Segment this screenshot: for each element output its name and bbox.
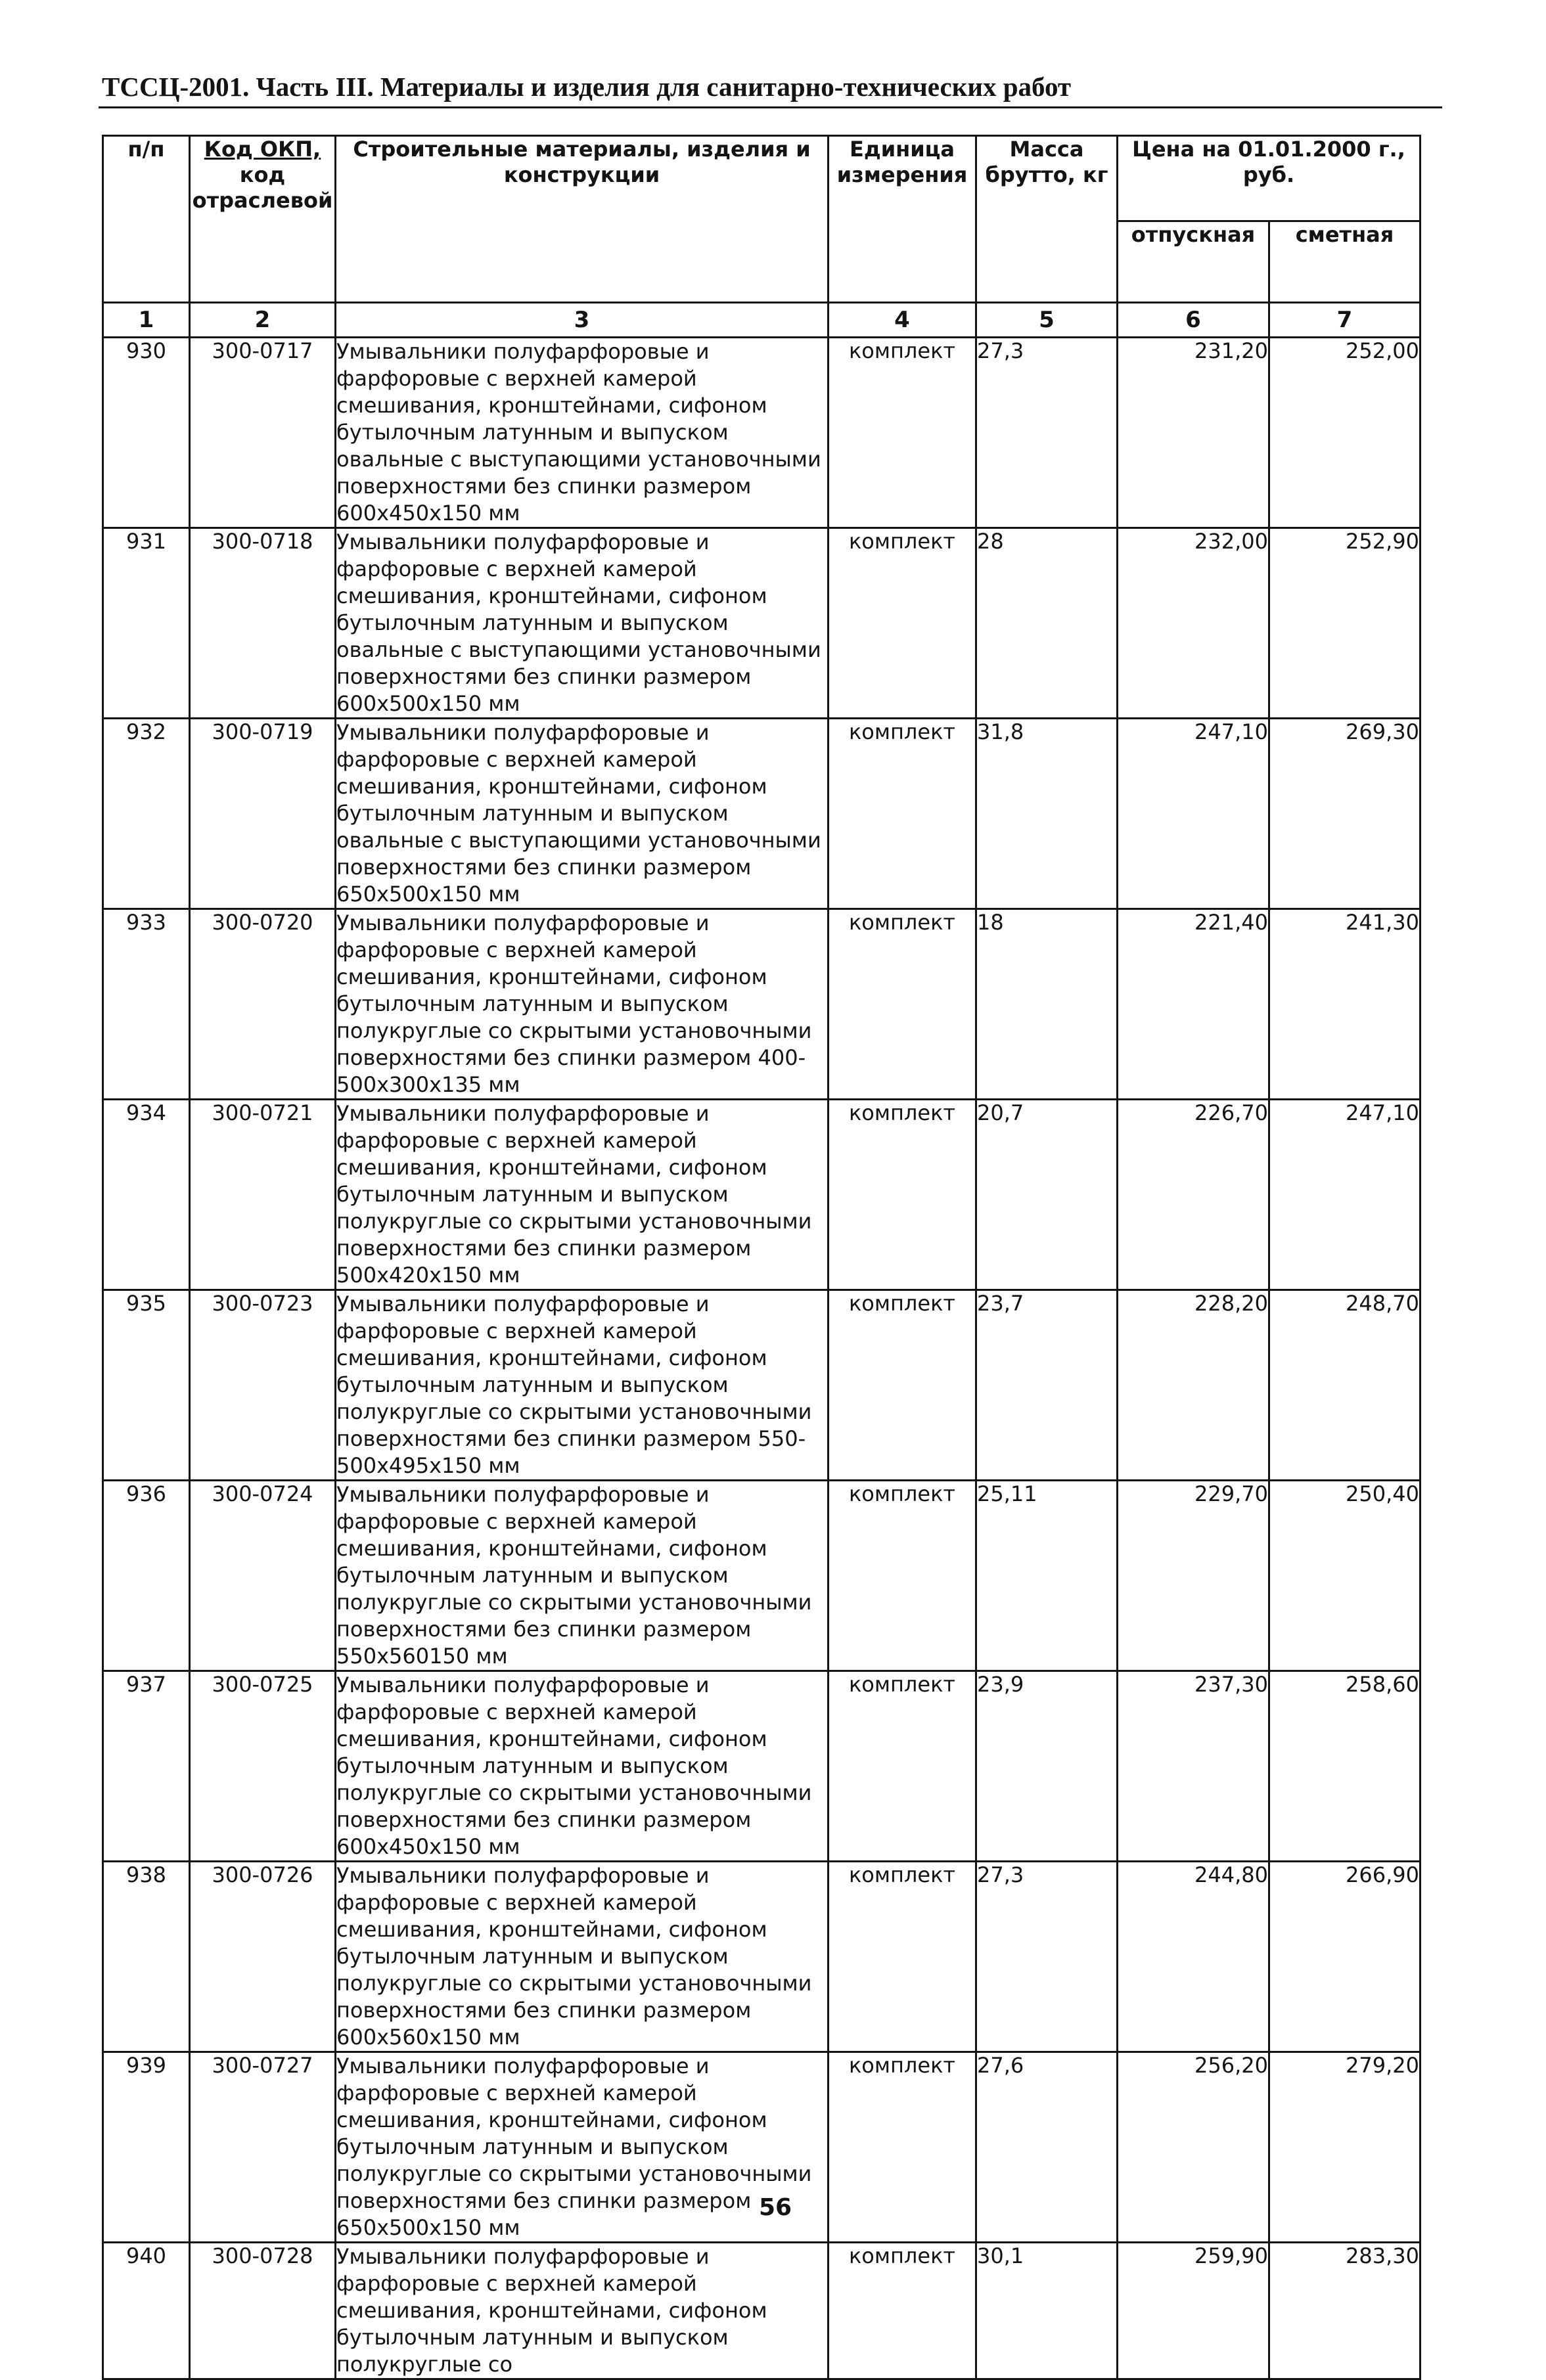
row-unit: комплект (829, 1671, 976, 1862)
row-code: 300-0718 (190, 528, 336, 719)
row-unit: комплект (829, 1100, 976, 1290)
row-number: 939 (103, 2052, 190, 2243)
row-code: 300-0723 (190, 1290, 336, 1481)
row-mass: 27,3 (976, 338, 1118, 528)
table-row (103, 909, 1421, 1100)
row-number: 931 (103, 528, 190, 719)
row-unit: комплект (829, 909, 976, 1100)
row-description: Умывальники полуфарфоровые и фарфоровые с верхней камерой смешивания, кронштейнами, сифоном бутылочным латунным и выпуском полукруглые со (336, 2243, 829, 2379)
row-estimate-price: 247,10 (1269, 1100, 1421, 1290)
row-description: Умывальники полуфарфоровые и фарфоровые с верхней камерой смешивания, кронштейнами, сифоном бутылочным латунным и выпуском овальные с выступающими установочными поверхностями без спинки размером 650х500х150 мм (336, 719, 829, 909)
row-number: 935 (103, 1290, 190, 1481)
table-row (103, 528, 1421, 719)
row-mass: 27,6 (976, 2052, 1118, 2243)
header-cell-release-price: отпускная (1118, 221, 1269, 303)
row-estimate-price: 250,40 (1269, 1481, 1421, 1671)
row-mass: 28 (976, 528, 1118, 719)
header-cell-estimate-price: сметная (1269, 221, 1421, 303)
table-row (103, 338, 1421, 528)
header-cell-name: Строительные материалы, изделия и конструкции (336, 136, 829, 303)
row-mass: 30,1 (976, 2243, 1118, 2379)
row-estimate-price: 252,90 (1269, 528, 1421, 719)
row-number: 940 (103, 2243, 190, 2379)
row-code: 300-0719 (190, 719, 336, 909)
table-row (103, 2243, 1421, 2379)
page-number: 56 (758, 2194, 792, 2221)
row-number: 933 (103, 909, 190, 1100)
table-body (103, 338, 1421, 2379)
table-row (103, 719, 1421, 909)
row-code: 300-0728 (190, 2243, 336, 2379)
row-description: Умывальники полуфарфоровые и фарфоровые с верхней камерой смешивания, кронштейнами, сифоном бутылочным латунным и выпуском овальные с выступающими установочными поверхностями без спинки размером 600х500х150 мм (336, 528, 829, 719)
row-estimate-price: 252,00 (1269, 338, 1421, 528)
row-release-price: 237,30 (1118, 1671, 1269, 1862)
row-code: 300-0721 (190, 1100, 336, 1290)
row-estimate-price: 258,60 (1269, 1671, 1421, 1862)
row-release-price: 228,20 (1118, 1290, 1269, 1481)
row-estimate-price: 279,20 (1269, 2052, 1421, 2243)
row-mass: 20,7 (976, 1100, 1118, 1290)
row-description: Умывальники полуфарфоровые и фарфоровые с верхней камерой смешивания, кронштейнами, сифоном бутылочным латунным и выпуском полукруглые со скрытыми установочными поверхностями без спинки размером 550-500х495х150 мм (336, 1290, 829, 1481)
table-row (103, 1290, 1421, 1481)
table-row (103, 1862, 1421, 2052)
header-cell-number: п/п (103, 136, 190, 303)
row-mass: 23,7 (976, 1290, 1118, 1481)
column-number: 3 (336, 303, 829, 338)
row-estimate-price: 248,70 (1269, 1290, 1421, 1481)
row-unit: комплект (829, 2052, 976, 2243)
row-release-price: 256,20 (1118, 2052, 1269, 2243)
column-number: 1 (103, 303, 190, 338)
row-release-price: 232,00 (1118, 528, 1269, 719)
row-mass: 23,9 (976, 1671, 1118, 1862)
price-table (102, 135, 1421, 2380)
row-unit: комплект (829, 528, 976, 719)
row-release-price: 229,70 (1118, 1481, 1269, 1671)
column-number: 4 (829, 303, 976, 338)
row-description: Умывальники полуфарфоровые и фарфоровые с верхней камерой смешивания, кронштейнами, сифоном бутылочным латунным и выпуском полукруглые со скрытыми установочными поверхностями без спинки размером 550х560150 мм (336, 1481, 829, 1671)
row-mass: 31,8 (976, 719, 1118, 909)
table-header (103, 136, 1421, 338)
row-unit: комплект (829, 1862, 976, 2052)
row-unit: комплект (829, 719, 976, 909)
column-number-row (103, 303, 1421, 338)
table-row (103, 1100, 1421, 1290)
row-description: Умывальники полуфарфоровые и фарфоровые с верхней камерой смешивания, кронштейнами, сифоном бутылочным латунным и выпуском овальные с выступающими установочными поверхностями без спинки размером 600х450х150 мм (336, 338, 829, 528)
header-divider (99, 106, 1442, 108)
row-estimate-price: 269,30 (1269, 719, 1421, 909)
table-row (103, 1671, 1421, 1862)
row-release-price: 221,40 (1118, 909, 1269, 1100)
column-number: 5 (976, 303, 1118, 338)
row-code: 300-0726 (190, 1862, 336, 2052)
row-number: 938 (103, 1862, 190, 2052)
row-estimate-price: 283,30 (1269, 2243, 1421, 2379)
row-unit: комплект (829, 338, 976, 528)
header-cell-price: Цена на 01.01.2000 г., руб. (1118, 136, 1421, 221)
row-description: Умывальники полуфарфоровые и фарфоровые с верхней камерой смешивания, кронштейнами, сифоном бутылочным латунным и выпуском полукруглые со скрытыми установочными поверхностями без спинки размером 600х450х150 мм (336, 1671, 829, 1862)
row-code: 300-0727 (190, 2052, 336, 2243)
row-description: Умывальники полуфарфоровые и фарфоровые с верхней камерой смешивания, кронштейнами, сифоном бутылочным латунным и выпуском полукруглые со скрытыми установочными поверхностями без спинки размером 400-500х300х135 мм (336, 909, 829, 1100)
row-number: 937 (103, 1671, 190, 1862)
row-description: Умывальники полуфарфоровые и фарфоровые с верхней камерой смешивания, кронштейнами, сифоном бутылочным латунным и выпуском полукруглые со скрытыми установочными поверхностями без спинки размером 650х500х150 мм (336, 2052, 829, 2243)
row-number: 936 (103, 1481, 190, 1671)
row-number: 934 (103, 1100, 190, 1290)
row-description: Умывальники полуфарфоровые и фарфоровые с верхней камерой смешивания, кронштейнами, сифоном бутылочным латунным и выпуском полукруглые со скрытыми установочными поверхностями без спинки размером 500х420х150 мм (336, 1100, 829, 1290)
header-cell-mass: Масса брутто, кг (976, 136, 1118, 303)
row-unit: комплект (829, 1481, 976, 1671)
row-mass: 18 (976, 909, 1118, 1100)
table-row (103, 1481, 1421, 1671)
row-code: 300-0717 (190, 338, 336, 528)
row-estimate-price: 266,90 (1269, 1862, 1421, 2052)
row-release-price: 247,10 (1118, 719, 1269, 909)
row-unit: комплект (829, 1290, 976, 1481)
header-cell-code (190, 136, 336, 303)
row-mass: 27,3 (976, 1862, 1118, 2052)
row-code: 300-0720 (190, 909, 336, 1100)
row-release-price: 231,20 (1118, 338, 1269, 528)
row-number: 932 (103, 719, 190, 909)
row-description: Умывальники полуфарфоровые и фарфоровые с верхней камерой смешивания, кронштейнами, сифоном бутылочным латунным и выпуском полукруглые со скрытыми установочными поверхностями без спинки размером 600х560х150 мм (336, 1862, 829, 2052)
row-code: 300-0724 (190, 1481, 336, 1671)
row-number: 930 (103, 338, 190, 528)
column-number: 2 (190, 303, 336, 338)
row-unit: комплект (829, 2243, 976, 2379)
header-code-okp: Код ОКП, (204, 137, 321, 162)
row-mass: 25,11 (976, 1481, 1118, 1671)
column-number: 6 (1118, 303, 1269, 338)
row-code: 300-0725 (190, 1671, 336, 1862)
row-release-price: 259,90 (1118, 2243, 1269, 2379)
column-number: 7 (1269, 303, 1421, 338)
row-release-price: 244,80 (1118, 1862, 1269, 2052)
header-code-branch: код отраслевой (192, 162, 333, 213)
row-release-price: 226,70 (1118, 1100, 1269, 1290)
header-cell-unit: Единица измерения (829, 136, 976, 303)
row-estimate-price: 241,30 (1269, 909, 1421, 1100)
page-header-title: ТССЦ-2001. Часть III. Материалы и изделия для санитарно-технических работ (102, 72, 1072, 102)
